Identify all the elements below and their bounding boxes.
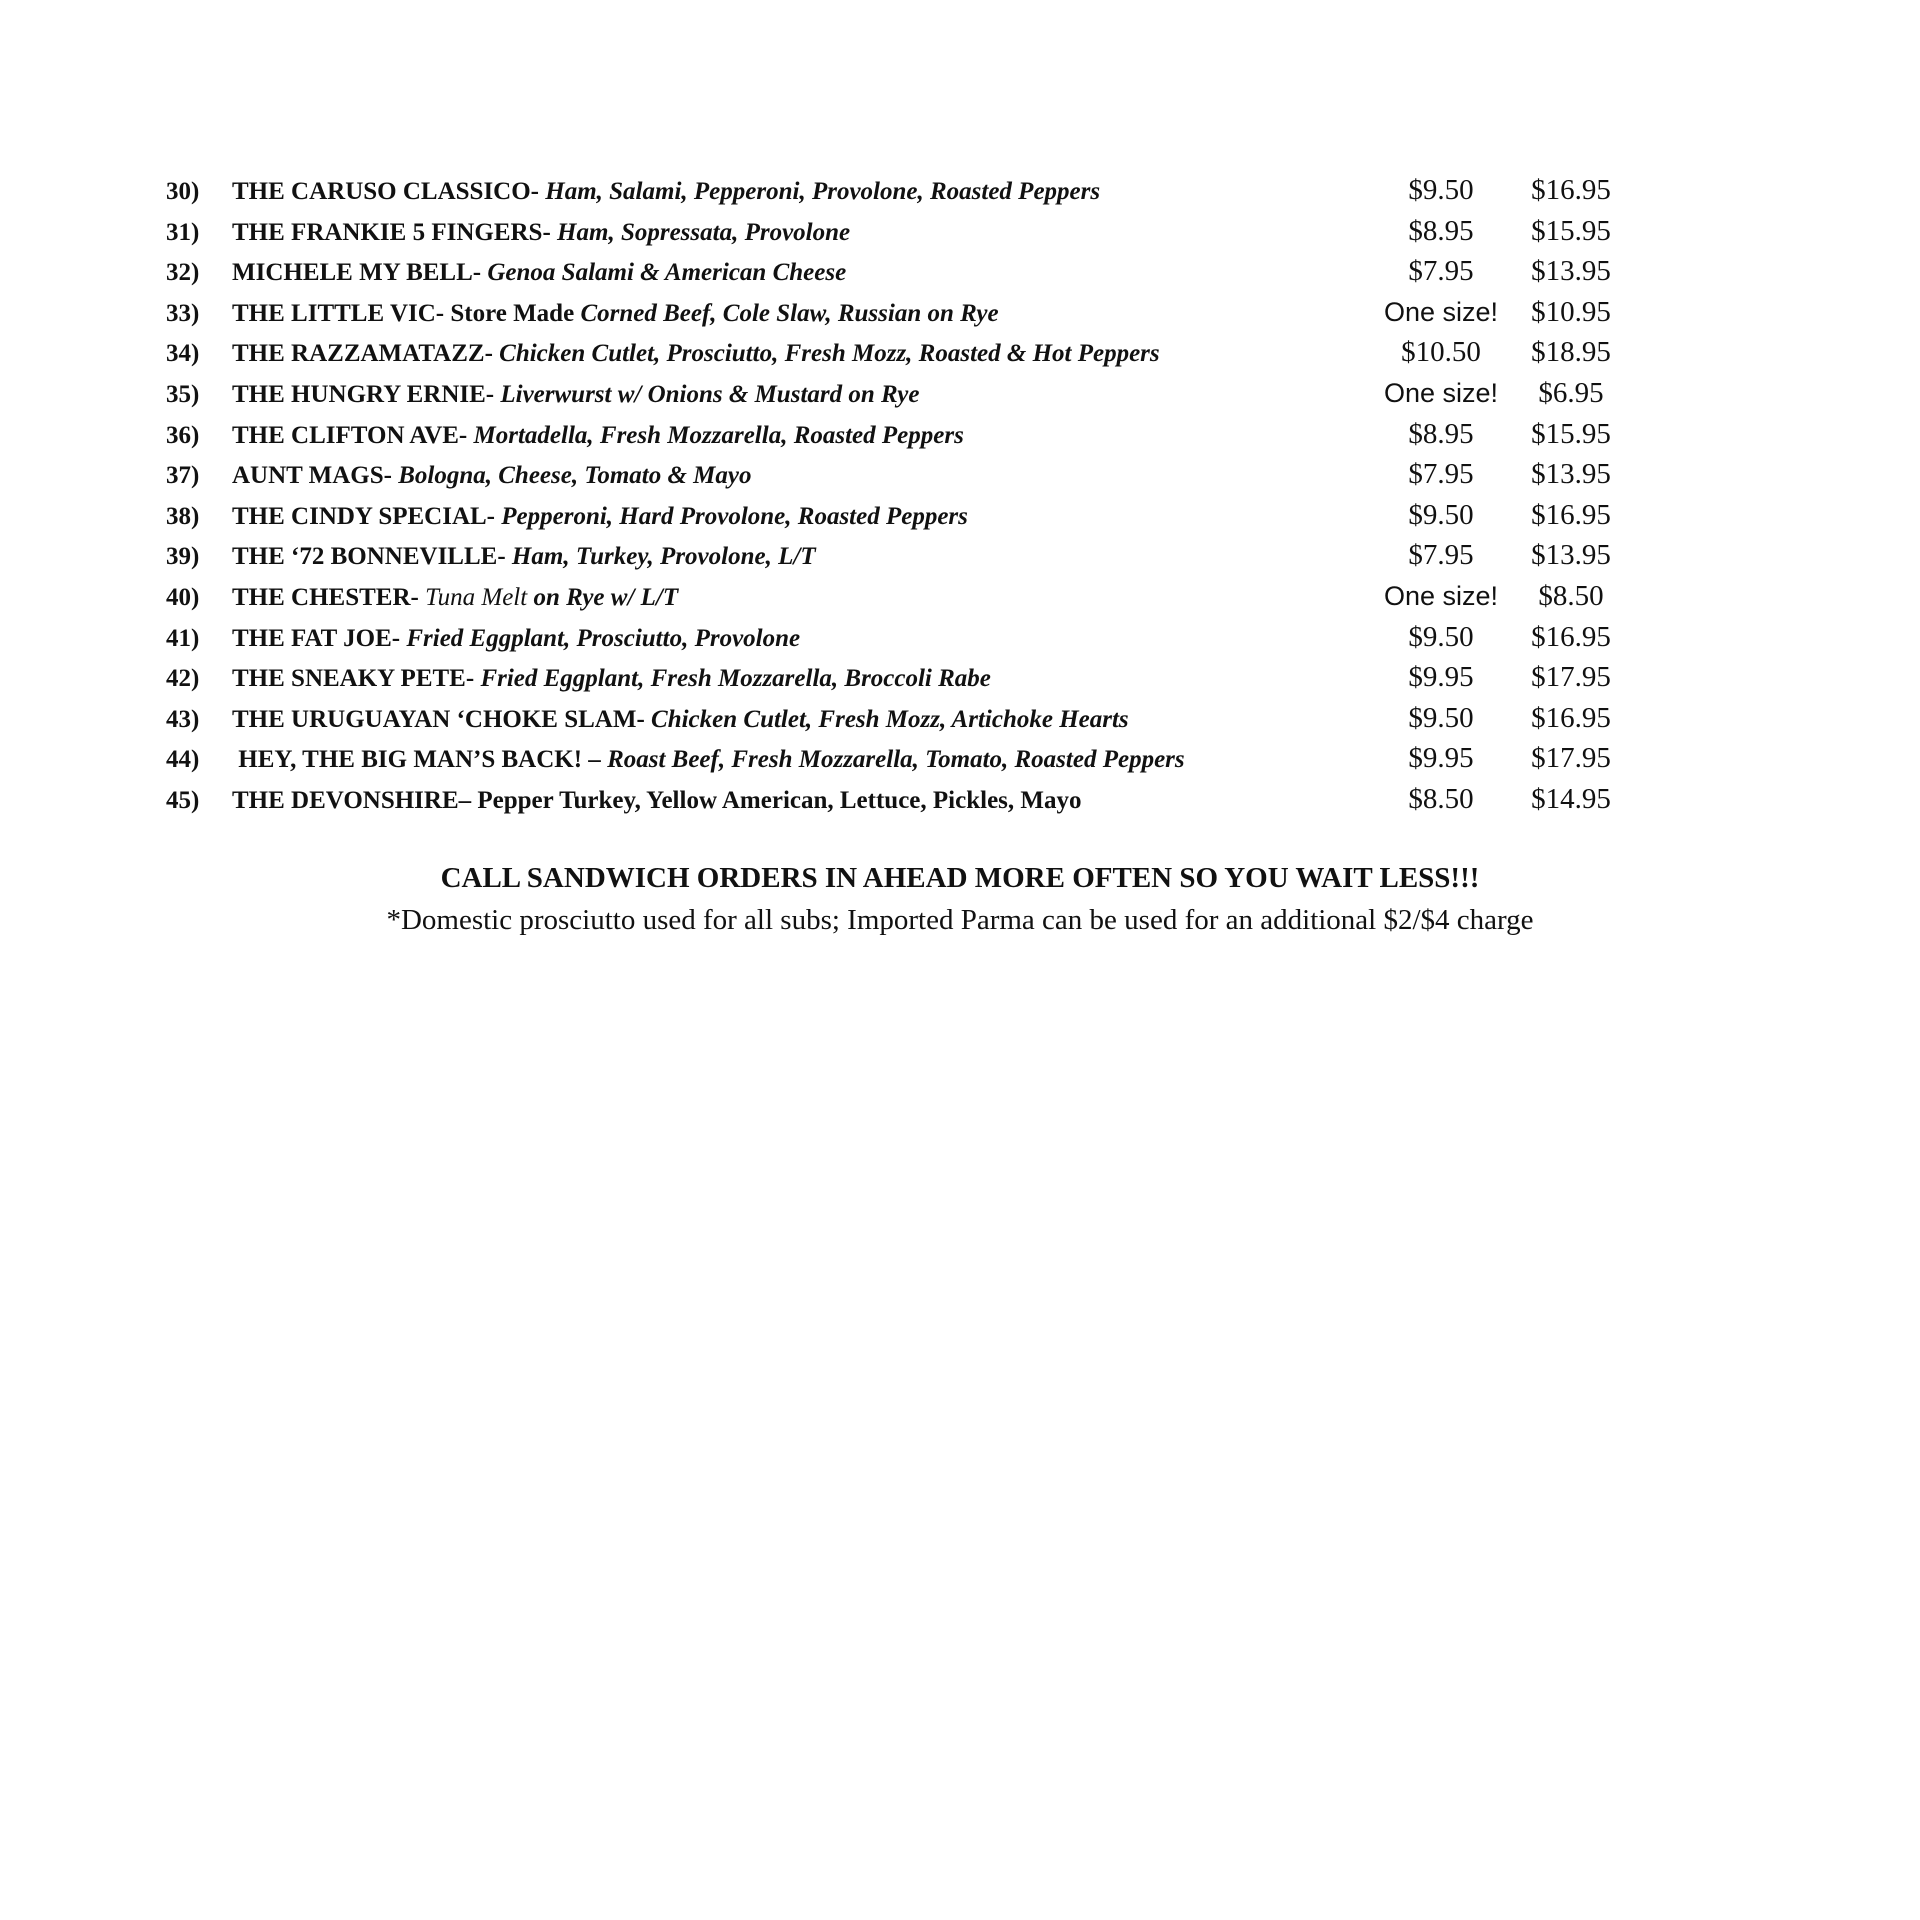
menu-item [166, 456, 1626, 497]
item-description: Bologna, Cheese, Tomato & Mayo [391, 462, 752, 490]
price-large: $16.95 [1531, 174, 1611, 206]
item-description: on Rye w/ L/T [527, 583, 679, 611]
item-text [232, 294, 999, 335]
item-number: 31) [166, 218, 200, 246]
item-name: THE ‘72 BONNEVILLE- [232, 543, 506, 571]
price-large: $16.95 [1531, 701, 1611, 734]
price-small: $7.95 [1408, 539, 1474, 572]
item-description: Chicken Cutlet, Fresh Mozz, Artichoke Hearts [644, 705, 1129, 733]
menu-list [166, 172, 1626, 822]
item-name: THE RAZZAMATAZZ- [232, 340, 493, 368]
item-name: MICHELE MY BELL- [232, 259, 482, 287]
item-number: 40) [166, 583, 200, 611]
menu-item [166, 659, 1626, 700]
item-number: 36) [166, 421, 200, 449]
item-text [232, 334, 1160, 375]
price-large: $13.95 [1531, 458, 1611, 491]
item-description: Pepperoni, Hard Provolone, Roasted Peppers [495, 502, 968, 530]
item-name: THE DEVONSHIRE– Pepper Turkey, Yellow American, Lettuce, Pickles, Mayo [232, 786, 1082, 814]
item-text [232, 659, 991, 700]
price-large: $16.95 [1531, 620, 1611, 653]
item-text [232, 172, 1100, 213]
prosciutto-note: *Domestic prosciutto used for all subs; Imported Parma can be used for an additional $2/$4 charge [386, 904, 1534, 936]
item-text [232, 456, 751, 497]
item-name: THE CINDY SPECIAL- [232, 502, 496, 530]
item-name: THE FAT JOE- [232, 624, 401, 652]
item-text [232, 781, 1082, 822]
menu-item [166, 213, 1626, 254]
item-name: THE SNEAKY PETE- [232, 665, 475, 693]
item-description: Fried Eggplant, Fresh Mozzarella, Broccoli Rabe [474, 665, 991, 693]
item-name: HEY, THE BIG MAN’S BACK! – [232, 746, 601, 774]
item-text [232, 253, 846, 294]
item-text [232, 700, 1129, 741]
item-description: Corned Beef, Cole Slaw, Russian on Rye [574, 299, 999, 327]
item-number: 45) [166, 786, 200, 814]
item-description: Genoa Salami & American Cheese [481, 259, 847, 287]
item-name: THE CHESTER- [232, 583, 419, 611]
item-description: Liverwurst w/ Onions & Mustard on Rye [494, 380, 920, 408]
price-small: $8.95 [1408, 214, 1474, 247]
menu-item [166, 578, 1626, 619]
item-number: 38) [166, 502, 200, 530]
item-name: THE FRANKIE 5 FINGERS- [232, 218, 551, 246]
price-small: $9.50 [1408, 620, 1474, 653]
price-small: $9.95 [1408, 661, 1474, 694]
price-small: $8.50 [1408, 782, 1474, 815]
item-name: AUNT MAGS- [232, 462, 392, 490]
menu-item [166, 781, 1626, 822]
menu-item [166, 334, 1626, 375]
item-text [232, 213, 850, 254]
price-small: $9.95 [1408, 742, 1474, 775]
price-large: $15.95 [1531, 417, 1611, 450]
menu-item [166, 416, 1626, 457]
item-description-plain: Tuna Melt [418, 583, 528, 611]
menu-item [166, 740, 1626, 781]
price-small: $8.95 [1408, 417, 1474, 450]
item-number: 42) [166, 665, 200, 693]
price-small: $10.50 [1401, 336, 1481, 369]
price-small: $7.95 [1408, 458, 1474, 491]
item-number: 35) [166, 380, 200, 408]
menu-item [166, 700, 1626, 741]
item-number: 44) [166, 746, 200, 774]
item-name: THE LITTLE VIC- Store Made [232, 299, 575, 327]
item-text [232, 619, 800, 660]
item-description: Roast Beef, Fresh Mozzarella, Tomato, Roasted Peppers [600, 746, 1185, 774]
item-number: 34) [166, 340, 200, 368]
item-number: 30) [166, 178, 200, 205]
price-large: $14.95 [1531, 782, 1611, 815]
item-name: THE CARUSO CLASSICO- [232, 178, 540, 205]
menu-item [166, 253, 1626, 294]
price-small: One size! [1383, 580, 1499, 611]
price-large: $16.95 [1531, 498, 1611, 531]
item-name: THE CLIFTON AVE- [232, 421, 468, 449]
price-small: $7.95 [1408, 255, 1474, 288]
item-number: 43) [166, 705, 200, 733]
item-number: 39) [166, 543, 200, 571]
item-description: Ham, Turkey, Provolone, L/T [505, 543, 816, 571]
menu-item [166, 172, 1626, 213]
item-number: 37) [166, 462, 200, 490]
item-text [232, 740, 1185, 781]
price-small: $9.50 [1408, 701, 1474, 734]
menu-item [166, 619, 1626, 660]
item-name: THE URUGUAYAN ‘CHOKE SLAM- [232, 705, 645, 733]
item-number: 33) [166, 299, 200, 327]
price-large: $13.95 [1531, 255, 1611, 288]
item-text [232, 537, 816, 578]
price-large: $17.95 [1531, 661, 1611, 694]
item-description: Mortadella, Fresh Mozzarella, Roasted Peppers [467, 421, 964, 449]
item-text [232, 578, 678, 619]
item-description: Ham, Sopressata, Provolone [550, 218, 851, 246]
price-small: One size! [1383, 296, 1499, 327]
price-large: $17.95 [1531, 742, 1611, 775]
price-large: $15.95 [1531, 214, 1611, 247]
item-text [232, 375, 919, 416]
item-number: 41) [166, 624, 200, 652]
price-large: $13.95 [1531, 539, 1611, 572]
item-description: Fried Eggplant, Prosciutto, Provolone [400, 624, 801, 652]
menu-item [166, 375, 1626, 416]
item-text [232, 416, 964, 457]
item-description: Ham, Salami, Pepperoni, Provolone, Roasted Peppers [539, 178, 1101, 205]
price-large: $6.95 [1538, 376, 1604, 409]
item-name: THE HUNGRY ERNIE- [232, 380, 495, 408]
price-small: $9.50 [1408, 174, 1474, 206]
call-ahead-notice: CALL SANDWICH ORDERS IN AHEAD MORE OFTEN SO YOU WAIT LESS!!! [440, 862, 1480, 894]
price-large: $18.95 [1531, 336, 1611, 369]
item-description: Chicken Cutlet, Prosciutto, Fresh Mozz, Roasted & Hot Peppers [492, 340, 1160, 368]
menu-item [166, 537, 1626, 578]
menu-item [166, 497, 1626, 538]
price-large: $8.50 [1538, 579, 1604, 612]
item-number: 32) [166, 259, 200, 287]
price-small: One size! [1383, 377, 1499, 408]
price-small: $9.50 [1408, 498, 1474, 531]
price-large: $10.95 [1531, 295, 1611, 328]
item-text [232, 497, 968, 538]
menu-item [166, 294, 1626, 335]
